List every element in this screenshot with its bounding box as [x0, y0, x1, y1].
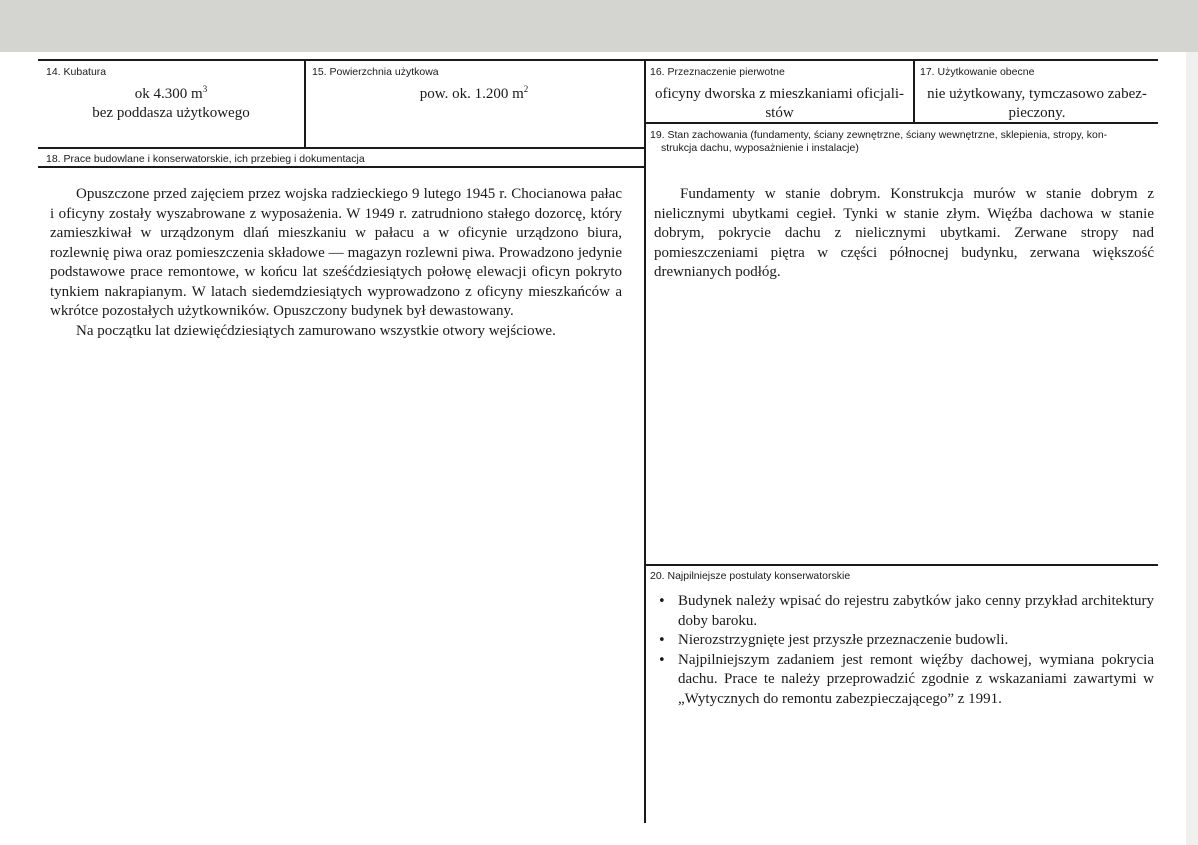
- postulaty-label: 20. Najpilniejsze postulaty konserwatorskie: [650, 570, 851, 582]
- postulaty-item-1: • Budynek należy wpisać do rejestru zabytków jako cenny przykład architektury doby baroku.: [654, 592, 1154, 631]
- kubatura-value-line1: ok 4.300 m: [134, 86, 203, 102]
- top-rule: [38, 59, 1158, 61]
- center-divider: [644, 59, 646, 823]
- stan-text: [654, 185, 1154, 283]
- stan-label-line1: 19. Stan zachowania (fundamenty, ściany zewnętrzne, ściany wewnętrzne, sklepienia, stropy, kon-: [650, 129, 1108, 141]
- postulaty-item-3: • Najpilniejszym zadaniem jest remont więźby dachowej, wymiana pokrycia dachu. Prace te należy przeprowadzić zgodnie z wskazaniami zawartymi w „Wytycznych do remontu zabezpieczającego” z 1991.: [654, 651, 1154, 710]
- stan-label-line2: strukcja dachu, wyposażnienie i instalacje): [661, 142, 859, 154]
- przeznaczenie-label: 16. Przeznaczenie pierwotne: [650, 66, 785, 78]
- rule-under-18-label: [38, 166, 644, 168]
- kubatura-value: [40, 85, 302, 123]
- postulaty-item-2: • Nierozstrzygnięte jest przyszłe przeznaczenie budowli.: [654, 631, 1154, 651]
- powierzchnia-value: [306, 85, 642, 104]
- rule-under-14-15: [38, 147, 644, 149]
- przeznaczenie-value-line2: stów: [765, 105, 794, 121]
- document-sheet: [0, 52, 1198, 845]
- powierzchnia-value-text: pow. ok. 1.200 m: [419, 86, 524, 102]
- scan-top-margin: [0, 0, 1198, 52]
- prace-paragraph-2: Na początku lat dziewięćdziesiątych zamurowano wszystkie otwory wejściowe.: [76, 322, 556, 339]
- powierzchnia-unit-exponent: 2: [523, 84, 529, 94]
- rule-above-20: [644, 564, 1158, 566]
- uzytkowanie-value-line1: nie użytkowany, tymczasowo zabez-: [927, 86, 1147, 102]
- divider-16-17: [913, 59, 915, 123]
- przeznaczenie-value: [646, 85, 913, 123]
- kubatura-value-line2: bez poddasza użytkowego: [92, 105, 250, 121]
- prace-text: [50, 185, 622, 341]
- kubatura-unit-exponent: 3: [202, 84, 208, 94]
- stan-paragraph: Fundamenty w stanie dobrym. Konstrukcja murów w stanie dobrym z nielicznymi ubytkami cegieł. Tynki w stanie złym. Więźba dachowa w stanie dobrym, pokrycie dachu z nielicznymi ubytkami. Zerwane stropy nad pomieszczeniami piętra w części północnej budynku, zerwana większość drewnianych podłóg.: [654, 186, 1154, 280]
- stan-label: [650, 129, 1158, 155]
- uzytkowanie-value: [916, 85, 1158, 123]
- kubatura-label: 14. Kubatura: [46, 66, 107, 78]
- uzytkowanie-label: 17. Użytkowanie obecne: [920, 66, 1035, 78]
- przeznaczenie-value-line1: oficyny dworska z mieszkaniami oficjali-: [654, 86, 905, 102]
- prace-label: 18. Prace budowlane i konserwatorskie, ich przebieg i dokumentacja: [46, 153, 365, 165]
- scan-right-edge: [1186, 52, 1198, 845]
- postulaty-list: [654, 592, 1154, 709]
- prace-paragraph-1: Opuszczone przed zajęciem przez wojska radzieckiego 9 lutego 1945 r. Chocianowa pałac i oficyny zostały wyszabrowane z wyposażenia. W 1949 r. zatrudniono stałego dozorcę, który zamieszkiwał w urządzonym dlań mieszkaniu w pałacu a w oficynie urządzono biura, rozlewnię piwa oraz pomieszczenia składowe — magazyn rozlewni piwa. Prowadzono jedynie podstawowe prace remontowe, w końcu lat sześćdziesiątych połowę elewacji oficyn pokryto tynkiem nakrapianym. W latach siedemdziesiątych wyprowadzono z oficyny mieszkańców a wkrótce pozostałych użytkowników. Opuszczony budynek był dewastowany.: [50, 186, 622, 319]
- powierzchnia-label: 15. Powierzchnia użytkowa: [312, 66, 439, 78]
- uzytkowanie-value-line2: pieczony.: [1008, 105, 1066, 121]
